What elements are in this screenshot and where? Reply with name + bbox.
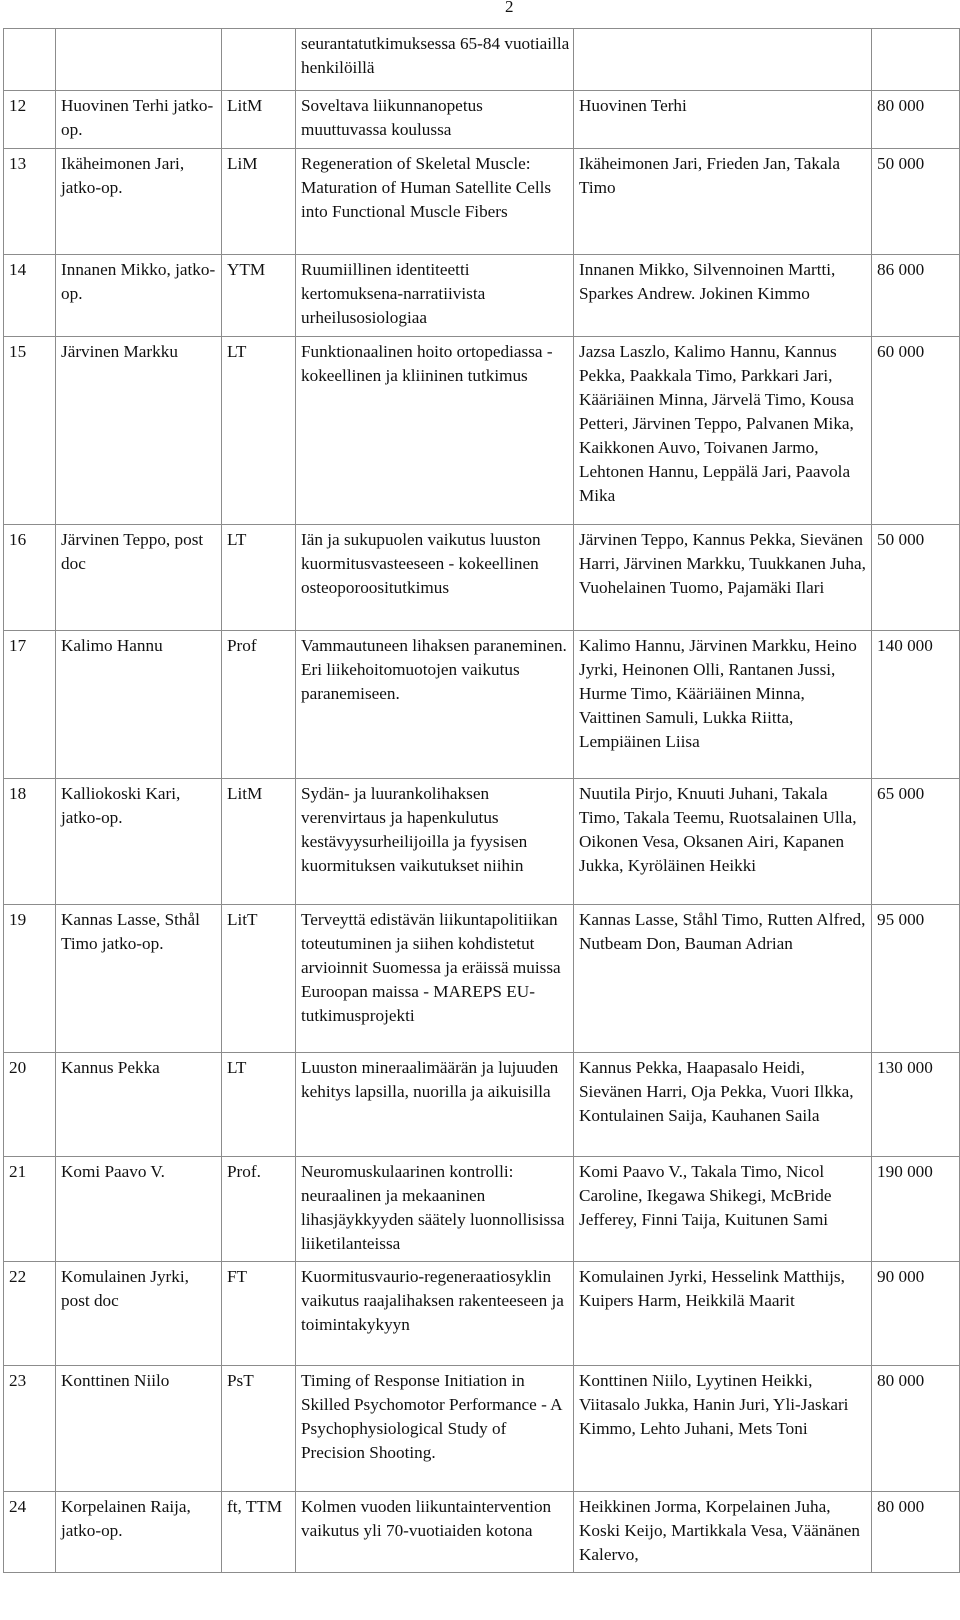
cell-title: Neuromuskulaarinen kontrolli: neuraalinen ja mekaaninen lihasjäykkyyden säätely luonnollisissa liiketilanteissa <box>296 1157 574 1262</box>
cell-num: 19 <box>4 905 56 1053</box>
cell-amount: 50 000 <box>872 149 960 255</box>
page-number: 2 <box>505 0 514 16</box>
cell-amount: 65 000 <box>872 779 960 905</box>
cell-amount: 130 000 <box>872 1053 960 1157</box>
cell-num: 18 <box>4 779 56 905</box>
cell-num: 17 <box>4 631 56 779</box>
cell-amount: 190 000 <box>872 1157 960 1262</box>
cell-team: Komi Paavo V., Takala Timo, Nicol Caroline, Ikegawa Shikegi, McBride Jefferey, Finni Taija, Kuitunen Sami <box>574 1157 872 1262</box>
cell-title: Sydän- ja luurankolihaksen verenvirtaus ja hapenkulutus kestävyysurheilijoilla ja fyysisen kuormituksen vaikutukset niihin <box>296 779 574 905</box>
cell-name <box>56 29 222 91</box>
cell-name: Kalliokoski Kari, jatko-op. <box>56 779 222 905</box>
cell-degree: FT <box>222 1262 296 1366</box>
table-row <box>4 1262 960 1366</box>
cell-title: Kolmen vuoden liikuntaintervention vaikutus yli 70-vuotiaiden kotona <box>296 1492 574 1573</box>
cell-name: Järvinen Teppo, post doc <box>56 525 222 631</box>
table-row <box>4 91 960 149</box>
table-row <box>4 1492 960 1573</box>
cell-name: Korpelainen Raija, jatko-op. <box>56 1492 222 1573</box>
cell-num: 12 <box>4 91 56 149</box>
cell-title: seurantatutkimuksessa 65-84 vuotiailla henkilöillä <box>296 29 574 91</box>
cell-degree: LitM <box>222 779 296 905</box>
cell-degree: LitT <box>222 905 296 1053</box>
cell-degree: Prof. <box>222 1157 296 1262</box>
cell-team <box>574 29 872 91</box>
grant-table-body <box>4 29 960 1573</box>
cell-degree: LitM <box>222 91 296 149</box>
cell-amount: 80 000 <box>872 1492 960 1573</box>
cell-name: Konttinen Niilo <box>56 1366 222 1492</box>
cell-team: Kannus Pekka, Haapasalo Heidi, Sievänen Harri, Oja Pekka, Vuori Ilkka, Kontulainen Saija, Kauhanen Saila <box>574 1053 872 1157</box>
table-row <box>4 337 960 525</box>
cell-degree: LT <box>222 525 296 631</box>
cell-name: Kannus Pekka <box>56 1053 222 1157</box>
cell-amount: 95 000 <box>872 905 960 1053</box>
cell-degree: ft, TTM <box>222 1492 296 1573</box>
table-row <box>4 525 960 631</box>
table-row <box>4 905 960 1053</box>
cell-name: Komulainen Jyrki, post doc <box>56 1262 222 1366</box>
cell-degree: LT <box>222 1053 296 1157</box>
cell-title: Kuormitusvaurio-regeneraatiosyklin vaikutus raajalihaksen rakenteeseen ja toimintakykyyn <box>296 1262 574 1366</box>
cell-title: Vammautuneen lihaksen paraneminen. Eri liikehoitomuotojen vaikutus paranemiseen. <box>296 631 574 779</box>
table-row <box>4 29 960 91</box>
cell-name: Kannas Lasse, Sthål Timo jatko-op. <box>56 905 222 1053</box>
cell-amount <box>872 29 960 91</box>
cell-team: Komulainen Jyrki, Hesselink Matthijs, Kuipers Harm, Heikkilä Maarit <box>574 1262 872 1366</box>
cell-team: Kannas Lasse, Ståhl Timo, Rutten Alfred, Nutbeam Don, Bauman Adrian <box>574 905 872 1053</box>
table-row <box>4 1157 960 1262</box>
cell-title: Terveyttä edistävän liikuntapolitiikan toteutuminen ja siihen kohdistetut arvioinnit Suomessa ja eräissä muissa Euroopan maissa - MAREPS EU-tutkimusprojekti <box>296 905 574 1053</box>
cell-degree: LiM <box>222 149 296 255</box>
cell-num: 24 <box>4 1492 56 1573</box>
table-row <box>4 1366 960 1492</box>
cell-title: Ruumiillinen identiteetti kertomuksena-narratiivista urheilusosiologiaa <box>296 255 574 337</box>
cell-degree <box>222 29 296 91</box>
cell-team: Innanen Mikko, Silvennoinen Martti, Sparkes Andrew. Jokinen Kimmo <box>574 255 872 337</box>
cell-team: Huovinen Terhi <box>574 91 872 149</box>
table-row <box>4 255 960 337</box>
cell-amount: 80 000 <box>872 1366 960 1492</box>
table-row <box>4 149 960 255</box>
cell-amount: 90 000 <box>872 1262 960 1366</box>
cell-degree: PsT <box>222 1366 296 1492</box>
cell-title: Soveltava liikunnanopetus muuttuvassa koulussa <box>296 91 574 149</box>
cell-team: Konttinen Niilo, Lyytinen Heikki, Viitasalo Jukka, Hanin Juri, Yli-Jaskari Kimmo, Lehto Juhani, Mets Toni <box>574 1366 872 1492</box>
table-row <box>4 631 960 779</box>
cell-team: Nuutila Pirjo, Knuuti Juhani, Takala Timo, Takala Teemu, Ruotsalainen Ulla, Oikonen Vesa, Oksanen Airi, Kapanen Jukka, Kyröläinen Heikki <box>574 779 872 905</box>
table-row <box>4 1053 960 1157</box>
cell-team: Ikäheimonen Jari, Frieden Jan, Takala Timo <box>574 149 872 255</box>
cell-team: Järvinen Teppo, Kannus Pekka, Sievänen Harri, Järvinen Markku, Tuukkanen Juha, Vuohelainen Tuomo, Pajamäki Ilari <box>574 525 872 631</box>
grant-table <box>3 28 960 1573</box>
cell-degree: YTM <box>222 255 296 337</box>
cell-num <box>4 29 56 91</box>
cell-num: 23 <box>4 1366 56 1492</box>
cell-team: Kalimo Hannu, Järvinen Markku, Heino Jyrki, Heinonen Olli, Rantanen Jussi, Hurme Timo, Kääriäinen Minna, Vaittinen Samuli, Lukka Riitta, Lempiäinen Liisa <box>574 631 872 779</box>
cell-amount: 140 000 <box>872 631 960 779</box>
cell-num: 15 <box>4 337 56 525</box>
cell-name: Innanen Mikko, jatko-op. <box>56 255 222 337</box>
cell-name: Huovinen Terhi jatko-op. <box>56 91 222 149</box>
table-row <box>4 779 960 905</box>
cell-name: Ikäheimonen Jari, jatko-op. <box>56 149 222 255</box>
cell-degree: LT <box>222 337 296 525</box>
cell-num: 21 <box>4 1157 56 1262</box>
cell-num: 13 <box>4 149 56 255</box>
cell-degree: Prof <box>222 631 296 779</box>
cell-title: Luuston mineraalimäärän ja lujuuden kehitys lapsilla, nuorilla ja aikuisilla <box>296 1053 574 1157</box>
cell-name: Komi Paavo V. <box>56 1157 222 1262</box>
cell-title: Regeneration of Skeletal Muscle: Maturation of Human Satellite Cells into Functional Muscle Fibers <box>296 149 574 255</box>
cell-name: Järvinen Markku <box>56 337 222 525</box>
cell-amount: 60 000 <box>872 337 960 525</box>
cell-num: 22 <box>4 1262 56 1366</box>
cell-title: Funktionaalinen hoito ortopediassa - kokeellinen ja kliininen tutkimus <box>296 337 574 525</box>
cell-name: Kalimo Hannu <box>56 631 222 779</box>
cell-title: Iän ja sukupuolen vaikutus luuston kuormitusvasteeseen - kokeellinen osteoporoositutkimus <box>296 525 574 631</box>
cell-amount: 80 000 <box>872 91 960 149</box>
cell-num: 16 <box>4 525 56 631</box>
cell-title: Timing of Response Initiation in Skilled Psychomotor Performance - A Psychophysiological Study of Precision Shooting. <box>296 1366 574 1492</box>
cell-num: 14 <box>4 255 56 337</box>
cell-team: Heikkinen Jorma, Korpelainen Juha, Koski Keijo, Martikkala Vesa, Väänänen Kalervo, <box>574 1492 872 1573</box>
cell-amount: 50 000 <box>872 525 960 631</box>
cell-amount: 86 000 <box>872 255 960 337</box>
cell-team: Jazsa Laszlo, Kalimo Hannu, Kannus Pekka, Paakkala Timo, Parkkari Jari, Kääriäinen Minna, Järvelä Timo, Kousa Petteri, Järvinen Teppo, Palvanen Mika, Kaikkonen Auvo, Toivanen Jarmo, Lehtonen Hannu, Leppälä Jari, Paavola Mika <box>574 337 872 525</box>
cell-num: 20 <box>4 1053 56 1157</box>
